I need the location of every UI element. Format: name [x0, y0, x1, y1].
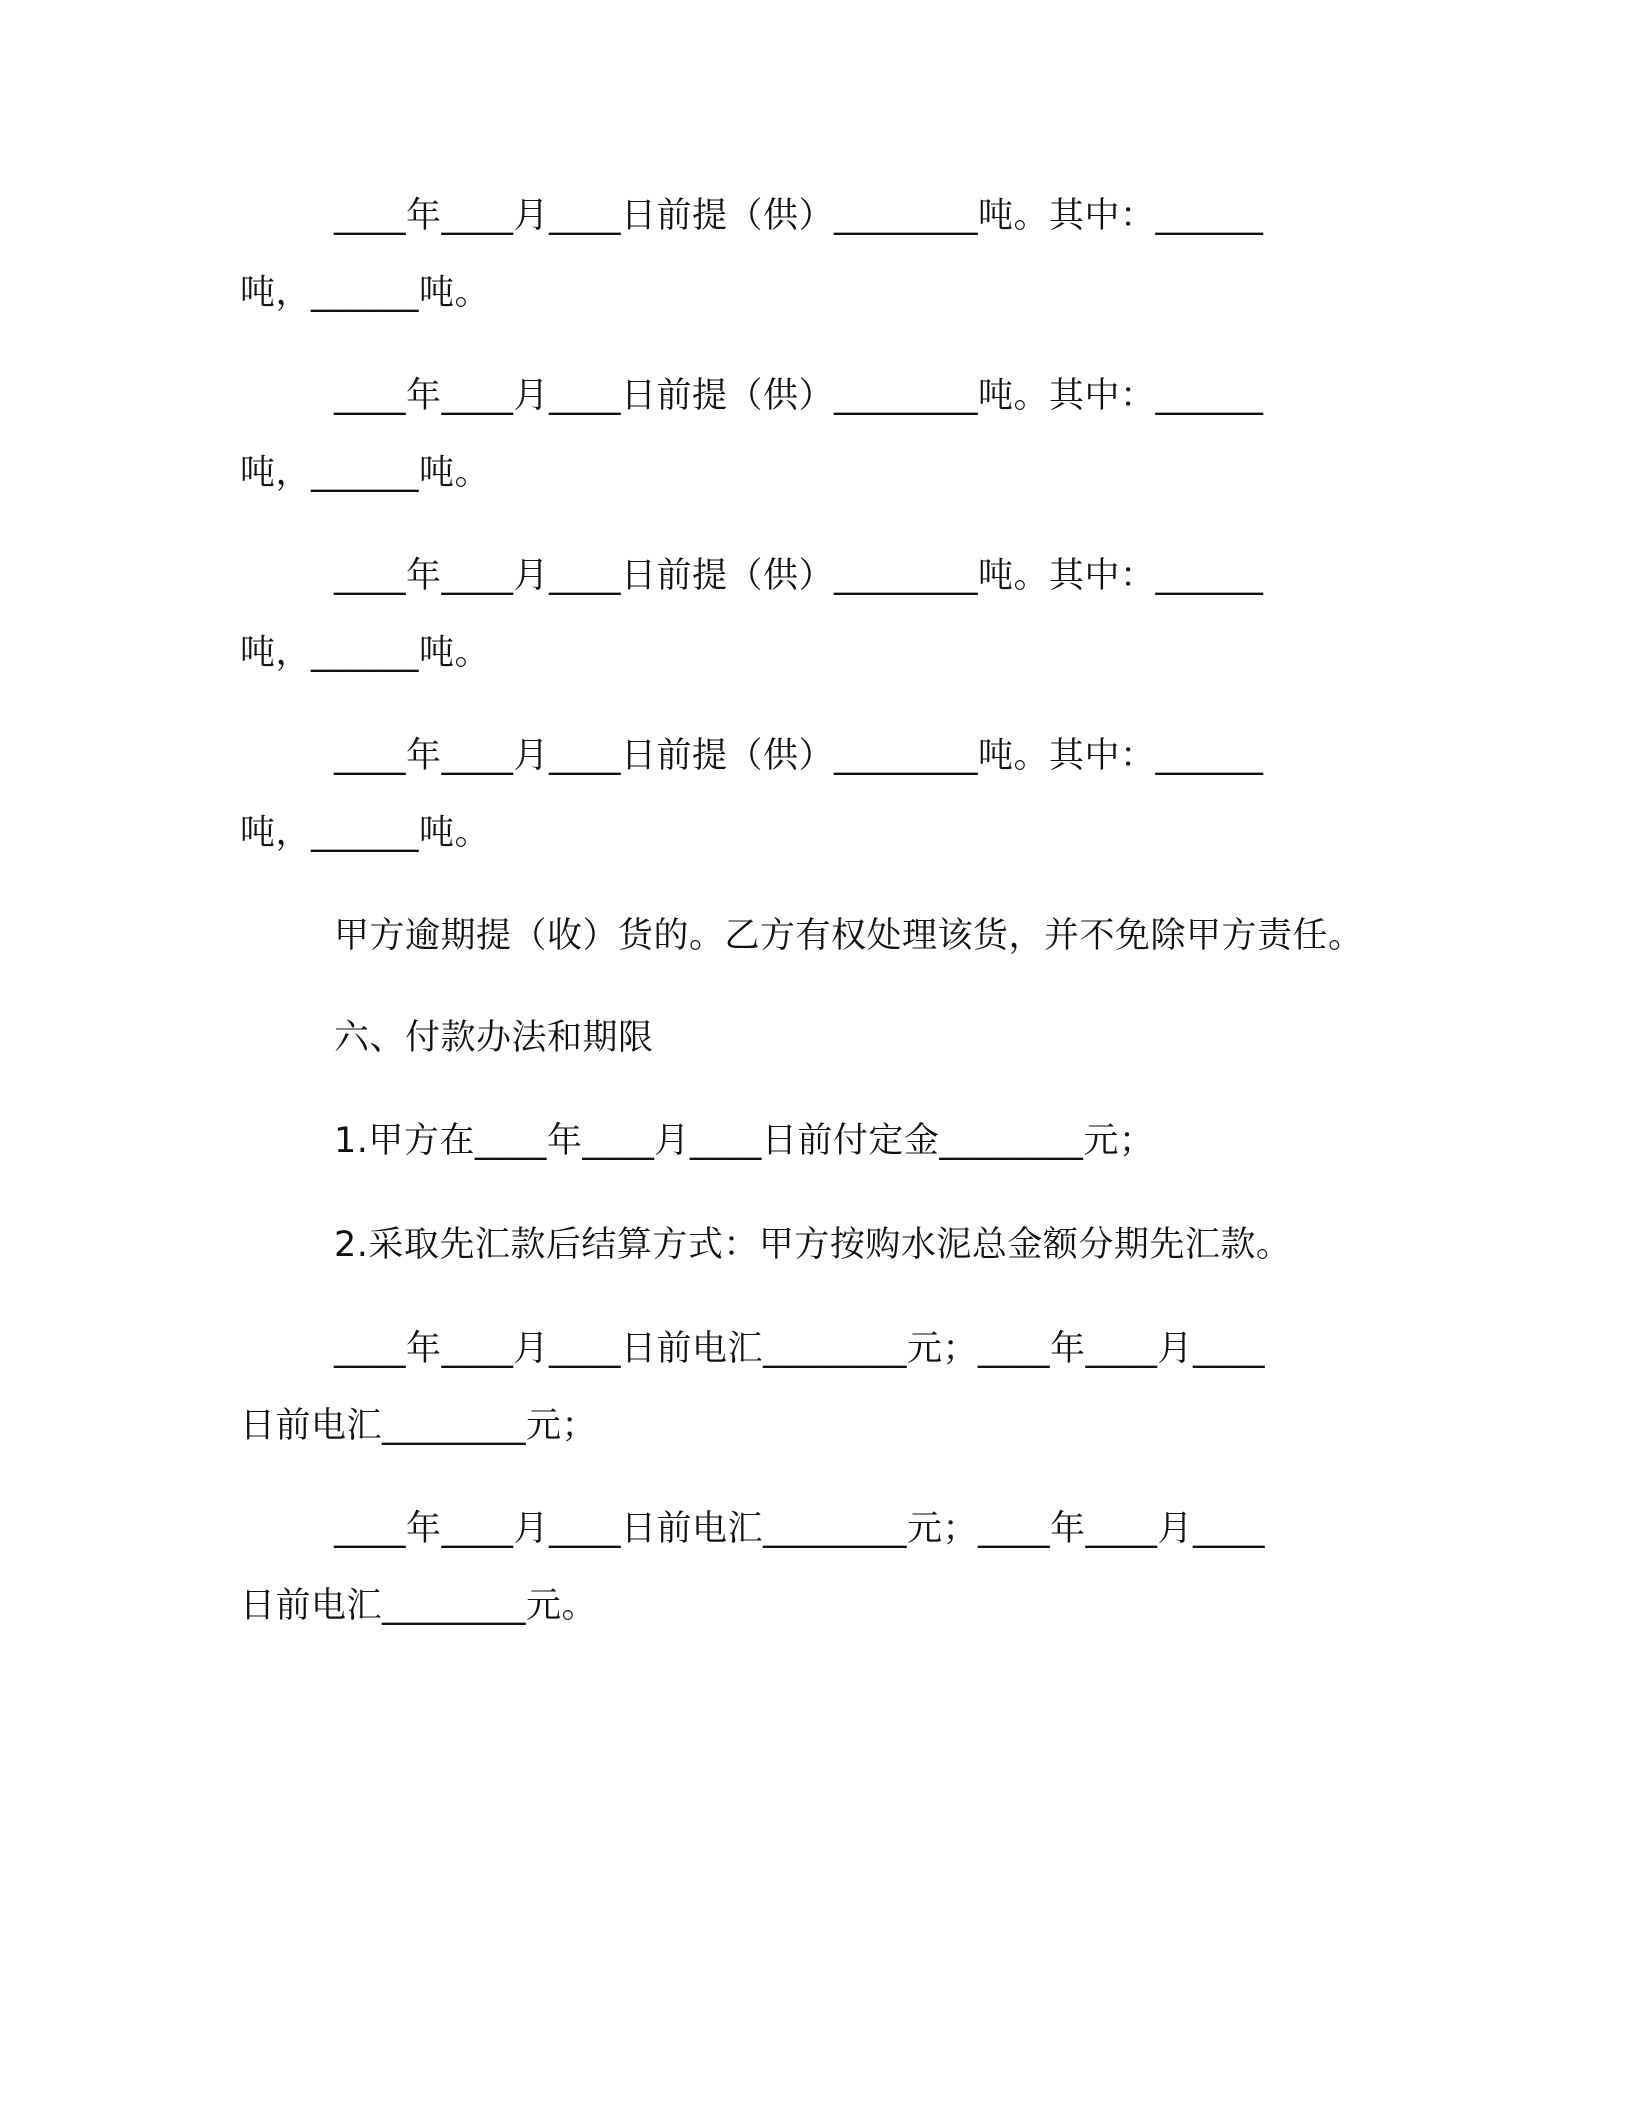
delivery-schedule-line-1a: ____年____月____日前提（供）________吨。其中：______ [334, 196, 1264, 236]
section-six-heading: 六、付款办法和期限 [334, 1018, 654, 1058]
remittance-schedule-line-1a: ____年____月____日前电汇________元；____年____月____ [334, 1329, 1266, 1369]
payment-item-2: 2.采取先汇款后结算方式：甲方按购水泥总金额分期先汇款。 [334, 1225, 1292, 1265]
delivery-schedule-line-2b: 吨，______吨。 [240, 453, 491, 493]
delivery-schedule-line-3a: ____年____月____日前提（供）________吨。其中：______ [334, 556, 1264, 596]
remittance-schedule-line-1b: 日前电汇________元； [240, 1406, 598, 1446]
remittance-schedule-line-2a: ____年____月____日前电汇________元；____年____月____ [334, 1509, 1266, 1549]
remittance-schedule-line-2b: 日前电汇________元。 [240, 1586, 598, 1626]
delivery-schedule-line-4a: ____年____月____日前提（供）________吨。其中：______ [334, 736, 1264, 776]
delivery-schedule-line-3b: 吨，______吨。 [240, 633, 491, 673]
payment-item-1: 1.甲方在____年____月____日前付定金________元； [334, 1121, 1155, 1161]
delivery-schedule-line-2a: ____年____月____日前提（供）________吨。其中：______ [334, 376, 1264, 416]
delivery-schedule-line-1b: 吨，______吨。 [240, 273, 491, 313]
delivery-schedule-line-4b: 吨，______吨。 [240, 813, 491, 853]
overdue-clause: 甲方逾期提（收）货的。乙方有权处理该货，并不免除甲方责任。 [334, 916, 1364, 956]
